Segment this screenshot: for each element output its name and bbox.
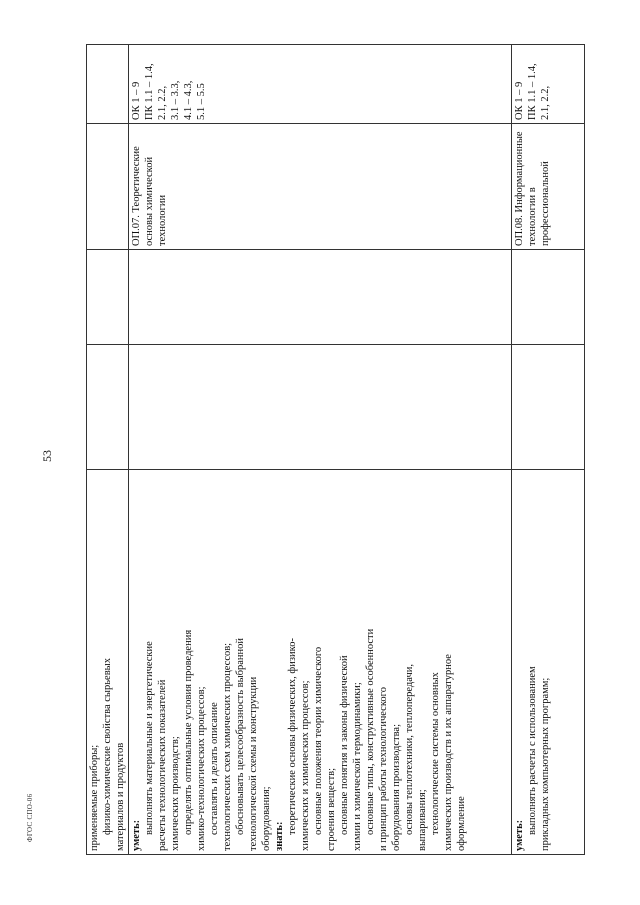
- empty-cell: [512, 345, 585, 470]
- competence-line: 2.1, 2.2,: [157, 85, 168, 120]
- competence-line: ОК 1 – 9: [514, 81, 525, 120]
- content-line: химических производств и их аппаратурное: [443, 654, 454, 851]
- content-line: выпаривания;: [417, 789, 428, 851]
- content-cell: [512, 470, 585, 855]
- content-line: химико-технологических процессов;: [196, 686, 207, 851]
- content-line: выполнять расчеты с использованием: [527, 666, 538, 835]
- content-line: технологической схемы и конструкции: [248, 676, 259, 851]
- table-row: [87, 45, 129, 855]
- discipline-cell: [129, 124, 512, 250]
- content-line: определять оптимальные условия проведения: [183, 629, 194, 835]
- empty-cell: [87, 345, 129, 470]
- content-line: оборудования производства;: [391, 723, 402, 851]
- content-cell: [87, 470, 129, 855]
- content-line: строения веществ;: [326, 767, 337, 851]
- discipline-line: ОП.07. Теоретические: [131, 146, 142, 246]
- empty-cell: [87, 250, 129, 345]
- competence-line: 2.1, 2.2,: [540, 85, 551, 120]
- discipline-cell: [87, 124, 129, 250]
- content-line: основные понятия и законы физической: [339, 655, 350, 835]
- competence-cell: [129, 45, 512, 124]
- content-line: и принцип работы технологического: [378, 687, 389, 851]
- competence-line: 3.1 – 3.3,: [170, 80, 181, 120]
- table-row: [512, 45, 585, 855]
- empty-cell: [512, 250, 585, 345]
- content-line: знать:: [274, 821, 285, 851]
- content-line: применяемые приборы;: [89, 744, 100, 851]
- competence-cell: [512, 45, 585, 124]
- content-line: технологические системы основных: [430, 672, 441, 835]
- content-line: уметь:: [514, 819, 525, 851]
- competence-line: ПК 1.1 – 1.4,: [527, 63, 538, 120]
- competence-line: ПК 1.1 – 1.4,: [144, 63, 155, 120]
- content-line: расчеты технологических показателей: [157, 679, 168, 851]
- content-line: химических производств;: [170, 736, 181, 851]
- content-line: материалов и продуктов: [115, 742, 126, 851]
- discipline-line: профессиональной: [540, 161, 551, 246]
- content-line: выполнять материальные и энергетические: [144, 641, 155, 835]
- discipline-line: основы химической: [144, 156, 155, 246]
- content-cell: [129, 470, 512, 855]
- competence-cell: [87, 45, 129, 124]
- rotated-table-wrapper: [86, 45, 554, 855]
- discipline-line: ОП.08. Информационные: [514, 131, 525, 246]
- content-line: основные типы, конструктивные особенности: [365, 628, 376, 835]
- empty-cell: [129, 250, 512, 345]
- competence-line: 4.1 – 4.3,: [183, 80, 194, 120]
- content-line: технологических схем химических процессов;: [222, 642, 233, 851]
- content-line: основные положения теории химического: [313, 646, 324, 835]
- curriculum-table: [86, 44, 585, 855]
- table-row: [129, 45, 512, 855]
- empty-cell: [129, 345, 512, 470]
- competence-line: ОК 1 – 9: [131, 81, 142, 120]
- discipline-line: технологии в: [527, 187, 538, 246]
- content-line: теоретические основы физических, физико-: [287, 638, 298, 835]
- page-number: 53: [40, 450, 54, 462]
- content-line: прикладных компьютерных программ;: [540, 677, 551, 851]
- footer-code: ФГОС СПО-06: [26, 793, 34, 842]
- discipline-cell: [512, 124, 585, 250]
- content-line: оборудования;: [261, 786, 272, 851]
- content-line: основы теплотехники, теплопередачи,: [404, 664, 415, 835]
- content-line: обосновывать целесообразность выбранной: [235, 637, 246, 835]
- content-line: составлять и делать описание: [209, 702, 220, 835]
- content-line: физико-химические свойства сырьевых: [102, 658, 113, 835]
- competence-line: 5.1 – 5.5: [196, 83, 207, 120]
- discipline-line: технологии: [157, 194, 168, 246]
- content-line: оформление: [456, 796, 467, 851]
- content-line: уметь:: [131, 819, 142, 851]
- content-line: химии и химической термодинамики;: [352, 682, 363, 851]
- content-line: химических и химических процессов;: [300, 680, 311, 851]
